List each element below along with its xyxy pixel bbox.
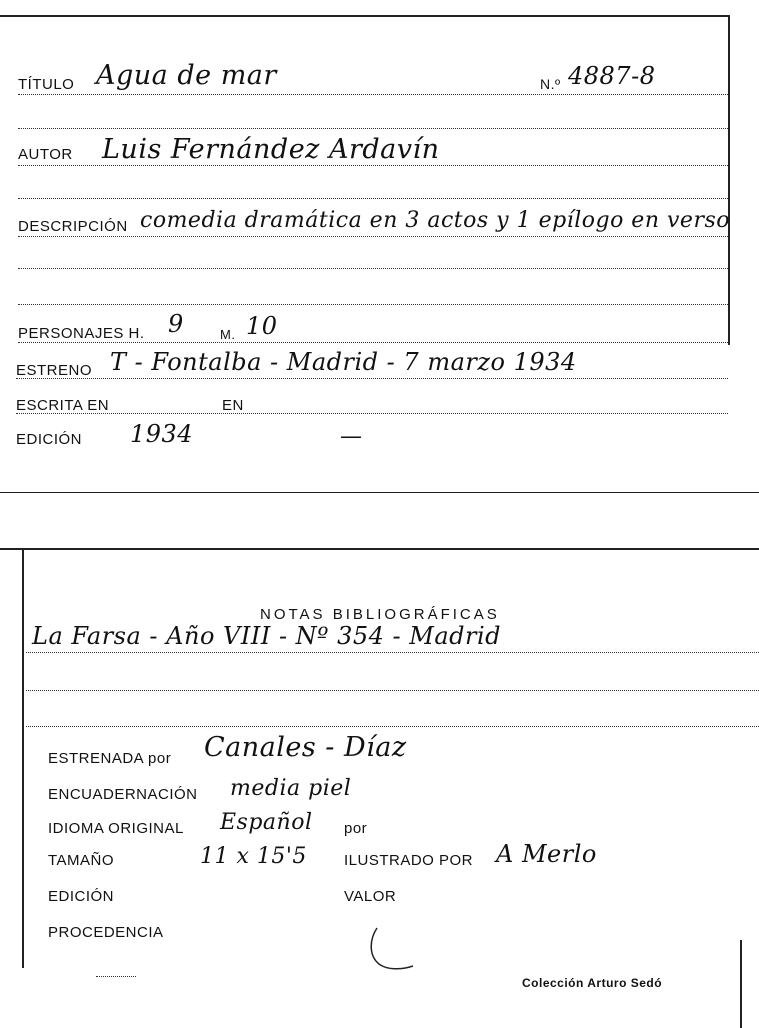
edicion2-label: EDICIÓN xyxy=(48,888,115,905)
personajes-m-label: M. xyxy=(220,327,236,342)
blank-line-3 xyxy=(18,268,728,269)
blank-line-1 xyxy=(18,128,728,129)
card1-bottom-edge xyxy=(0,492,759,493)
descripcion-value: comedia dramática en 3 actos y 1 epílogo en verso xyxy=(140,208,730,233)
numero-value: 4887-8 xyxy=(568,62,656,90)
card2-left-edge xyxy=(22,548,24,968)
estreno-value: T - Fontalba - Madrid - 7 marzo 1934 xyxy=(110,348,577,376)
edicion-dash: — xyxy=(340,424,363,449)
catalog-card-main xyxy=(0,0,759,495)
estrenada-label: ESTRENADA por xyxy=(48,750,172,767)
catalog-card-notes xyxy=(0,540,759,1028)
personajes-line xyxy=(18,342,728,343)
procedencia-label: PROCEDENCIA xyxy=(48,924,164,941)
encuadernacion-label: ENCUADERNACIÓN xyxy=(48,786,198,803)
blank-line-5 xyxy=(26,690,759,691)
personajes-label: PERSONAJES H. xyxy=(18,325,145,342)
escrita-line xyxy=(16,413,728,414)
blank-line-4 xyxy=(18,304,728,305)
card-top-edge xyxy=(0,15,730,17)
titulo-line xyxy=(18,94,728,95)
card2-top-edge xyxy=(0,548,759,550)
autor-label: AUTOR xyxy=(18,146,73,163)
estreno-label: ESTRENO xyxy=(16,362,93,379)
ilustrado-value: A Merlo xyxy=(496,840,597,868)
edicion-label: EDICIÓN xyxy=(16,431,83,448)
ilustrado-label: ILUSTRADO POR xyxy=(344,852,474,869)
escrita-label: ESCRITA EN xyxy=(16,397,110,414)
autor-value: Luis Fernández Ardavín xyxy=(102,134,440,165)
personajes-h-value: 9 xyxy=(168,310,184,338)
encuadernacion-value: media piel xyxy=(230,776,352,801)
idioma-value: Español xyxy=(220,810,313,835)
escrita-en-label: EN xyxy=(222,397,244,414)
pen-stroke-mark xyxy=(365,920,425,980)
titulo-value: Agua de mar xyxy=(96,60,277,91)
descripcion-line xyxy=(18,236,728,237)
titulo-label: TÍTULO xyxy=(18,76,75,93)
blank-line-2 xyxy=(18,198,728,199)
tamano-value: 11 x 15'5 xyxy=(200,844,307,869)
notas-value: La Farsa - Año VIII - Nº 354 - Madrid xyxy=(32,622,502,650)
notas-heading: NOTAS BIBLIOGRÁFICAS xyxy=(260,606,500,623)
estrenada-value: Canales - Díaz xyxy=(204,732,407,763)
idioma-label: IDIOMA ORIGINAL xyxy=(48,820,184,837)
personajes-m-value: 10 xyxy=(246,312,278,340)
autor-line xyxy=(18,165,728,166)
valor-label: VALOR xyxy=(344,888,397,905)
notas-line xyxy=(26,652,759,653)
coleccion-footer: Colección Arturo Sedó xyxy=(522,976,663,990)
edicion-value: 1934 xyxy=(130,420,194,448)
bottom-short-line xyxy=(96,976,136,977)
blank-line-6 xyxy=(26,726,759,727)
estreno-line xyxy=(16,378,728,379)
tamano-label: TAMAÑO xyxy=(48,852,115,869)
card2-right-edge xyxy=(740,940,742,1028)
descripcion-label: DESCRIPCIÓN xyxy=(18,218,128,235)
numero-label: N.º xyxy=(540,76,561,92)
por-label: por xyxy=(344,820,368,837)
card-right-edge xyxy=(728,15,730,345)
